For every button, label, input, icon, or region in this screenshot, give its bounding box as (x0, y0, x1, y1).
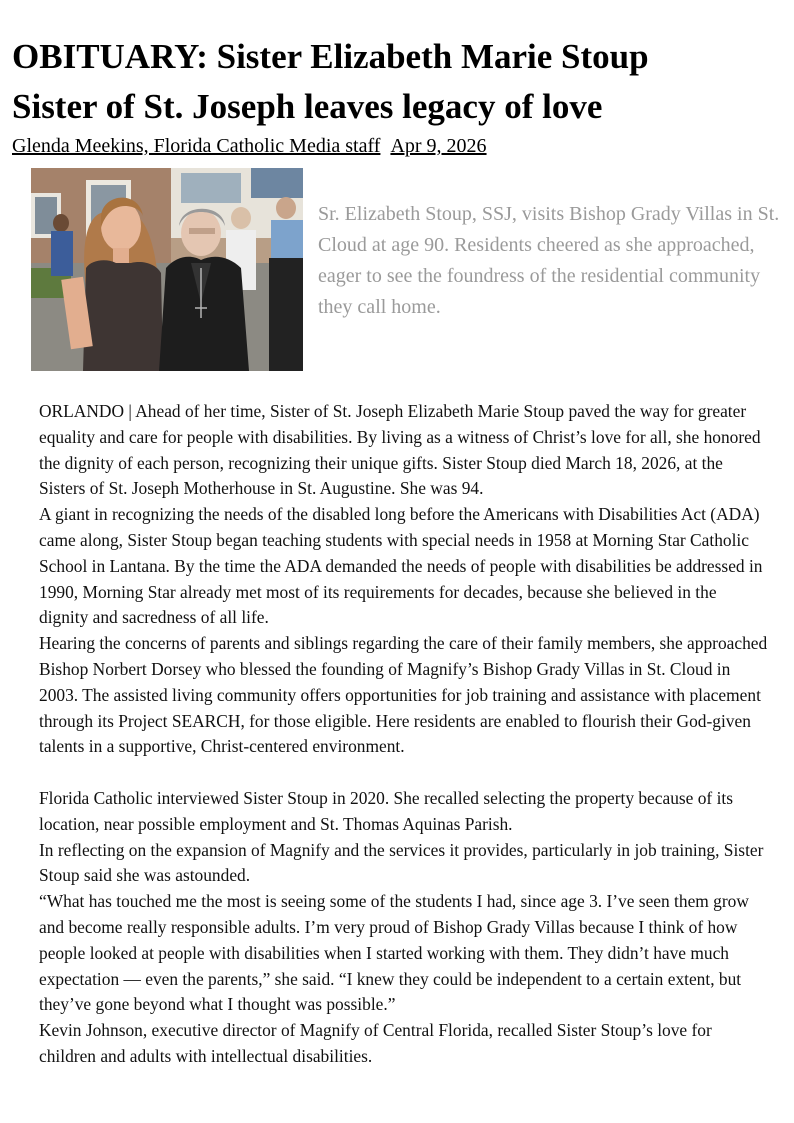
body-paragraph: Hearing the concerns of parents and siblings regarding the care of their family members, she approached Bishop Norbert Dorsey who blessed the founding of Magnify’s Bishop Grady Villas in St. Cloud in 2003. The assisted living community offers opportunities for job training and assistance with placement through its Project SEARCH, for those eligible. Here residents are enabled to flourish their God-given talents in a supportive, Christ-centered environment. (39, 633, 768, 757)
author-link[interactable]: Glenda Meekins, Florida Catholic Media staff (12, 135, 381, 157)
byline (12, 132, 487, 160)
article-photo (31, 168, 303, 371)
body-paragraph: Florida Catholic interviewed Sister Stoup in 2020. She recalled selecting the property because of its location, near possible employment and St. Thomas Aquinas Parish. (39, 787, 734, 834)
photo-caption: Sr. Elizabeth Stoup, SSJ, visits Bishop Grady Villas in St. Cloud at age 90. Residents cheered as she approached, eager to see the foundress of the residential community they call home. (318, 203, 780, 318)
date-link[interactable]: Apr 9, 2026 (390, 135, 487, 157)
body-paragraph: A giant in recognizing the needs of the disabled long before the Americans with Disabilities Act (ADA) came along, Sister Stoup began teaching students with special needs in 1958 at Morning Star Catholic School in Lantana. By the time the ADA demanded the needs of people with disabilities be addressed in 1990, Morning Star already met most of its requirements for decades, because she believed in the dignity and sacredness of all life. (39, 504, 763, 628)
paragraph-spacer (39, 760, 769, 786)
article-headline (12, 32, 782, 132)
article-body (39, 399, 769, 1070)
body-paragraph: In reflecting on the expansion of Magnify and the services it provides, particularly in job training, Sister Stoup said she was astounded. (39, 839, 764, 886)
body-paragraph: “What has touched me the most is seeing some of the students I had, since age 3. I’ve seen them grow and become really responsible adults. I’m very proud of Bishop Grady Villas because I think of how people looked at people with disabilities when I started working with them. They didn’t have much expectation — even the parents,” she said. “I knew they could be independent to a certain extent, but they’ve gone beyond what I thought was possible.” (39, 891, 749, 1015)
body-paragraph: Kevin Johnson, executive director of Magnify of Central Florida, recalled Sister Stoup’s love for children and adults with intellectual disabilities. (39, 1020, 712, 1066)
body-paragraph: ORLANDO | Ahead of her time, Sister of St. Joseph Elizabeth Marie Stoup paved the way for greater equality and care for people with disabilities. By living as a witness of Christ’s love for all, she honored the dignity of each person, recognizing their unique gifts. Sister Stoup died March 18, 2026, at the Sisters of St. Joseph Motherhouse in St. Augustine. She was 94. (39, 401, 761, 499)
headline-line-1: OBITUARY: Sister Elizabeth Marie Stoup (12, 37, 649, 76)
headline-line-2: Sister of St. Joseph leaves legacy of love (12, 87, 603, 126)
